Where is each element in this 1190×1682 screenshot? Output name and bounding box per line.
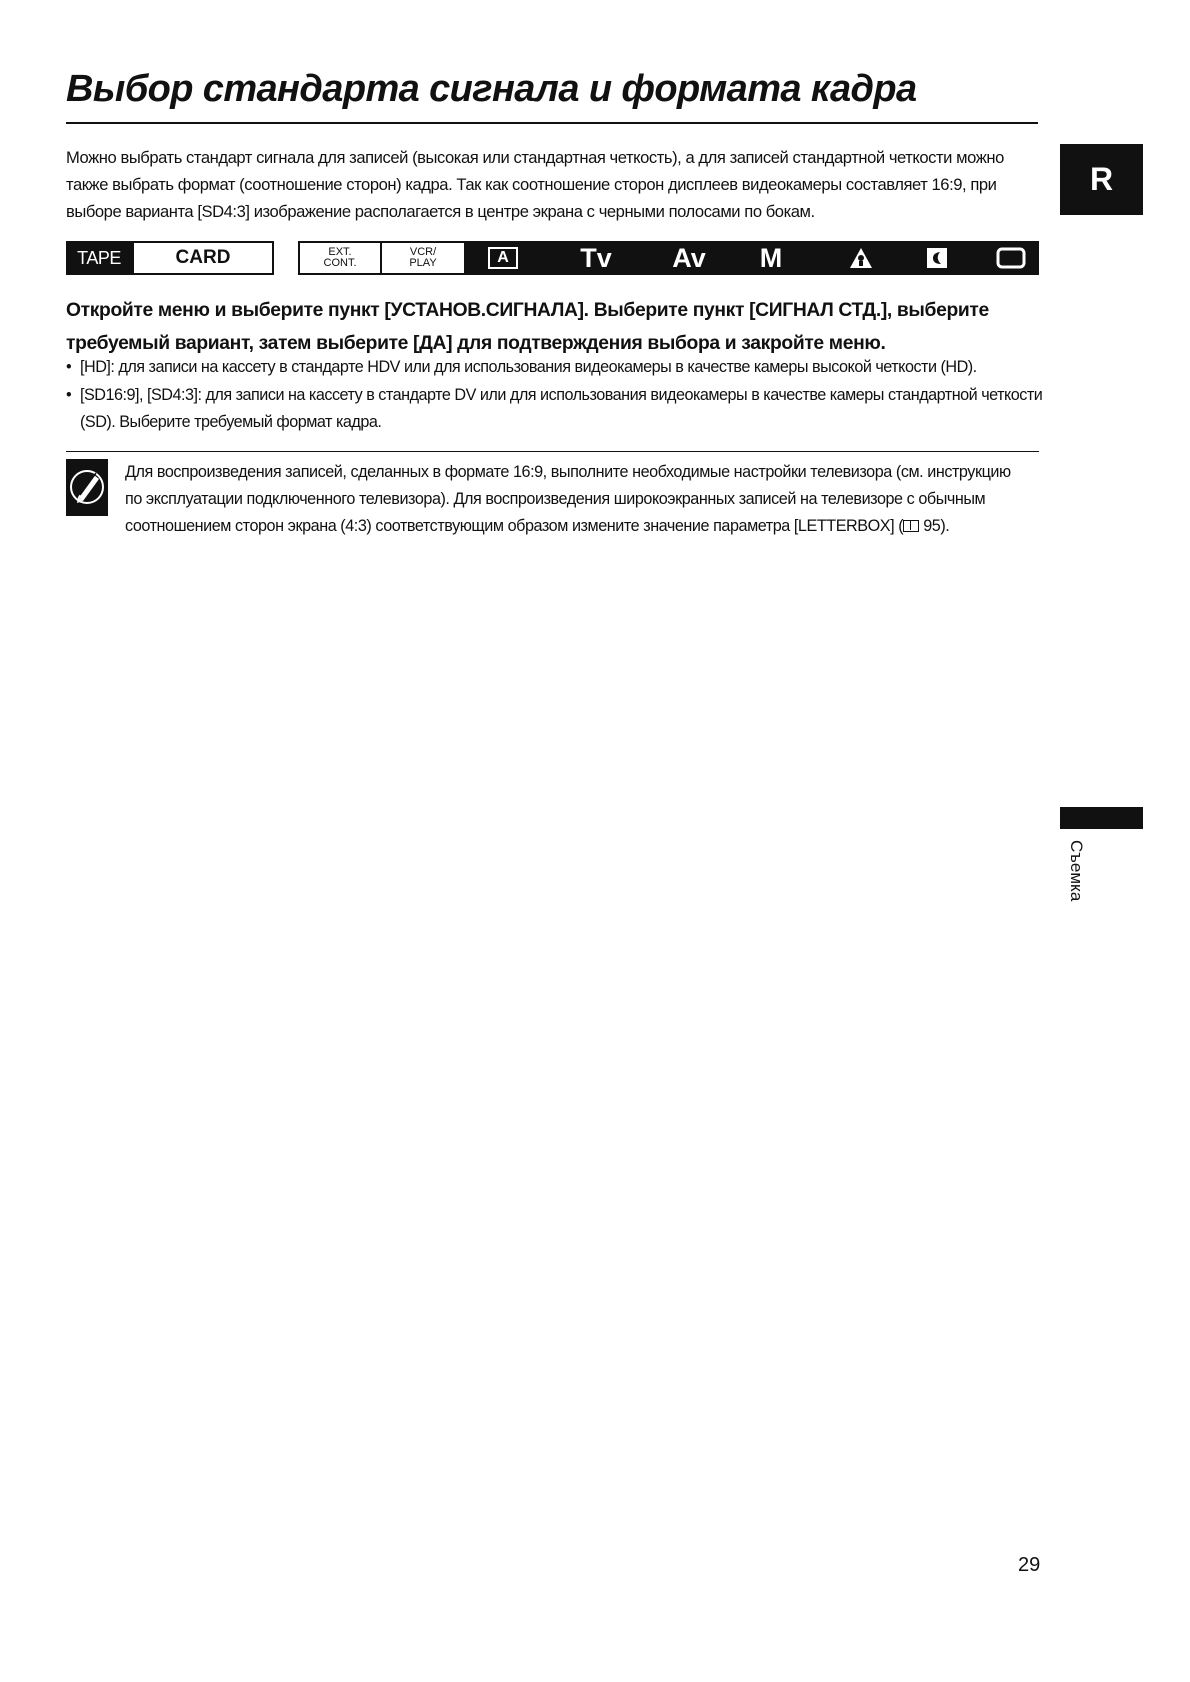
auto-mode-icon: A (488, 247, 518, 269)
av-mode: Av (672, 242, 706, 273)
card-mode-badge: CARD (132, 241, 274, 275)
tape-mode-badge: TAPE (66, 241, 132, 275)
title-rule (66, 122, 1038, 124)
bullet-text: [SD16:9], [SD4:3]: для записи на кассету в стандарте DV или для использования видеокамеры в качестве камеры стандартной четкости (SD). Выберите требуемый формат кадра. (80, 386, 1043, 431)
instruction-heading: Откройте меню и выберите пункт [УСТАНОВ.СИГНАЛА]. Выберите пункт [СИГНАЛ СТД.], выберите требуемый вариант, затем выберите [ДА] для подтверждения выбора и закройте меню. (66, 300, 989, 354)
side-tab-r: R (1060, 144, 1143, 215)
scene-mode-icon (986, 241, 1036, 275)
ext-cont-mode (298, 241, 382, 275)
portrait-mode-icon (838, 241, 884, 275)
vcr-line2: PLAY (409, 257, 437, 269)
bullet-marker: • (66, 358, 72, 376)
night-mode-icon (914, 241, 960, 275)
ext-line2: CONT. (323, 257, 357, 269)
note-end: ). (940, 517, 950, 535)
book-icon (903, 520, 919, 532)
note-text (125, 459, 1025, 540)
bullet-marker: • (66, 386, 72, 404)
program-mode-bar (466, 241, 1039, 275)
section-rule (66, 451, 1039, 452)
vcr-play-mode (382, 241, 466, 275)
section-label: Съемка (1067, 840, 1086, 902)
section-tab (1064, 840, 1092, 920)
page-number: 29 (1018, 1554, 1041, 1576)
tv-mode: Tv (580, 242, 612, 273)
list-item (66, 382, 1056, 436)
bullet-text: [HD]: для записи на кассету в стандарте HDV или для использования видеокамеры в качестве камеры высокой четкости (HD). (80, 358, 977, 376)
list-item (66, 354, 1056, 381)
vcr-line1: VCR/ (409, 246, 437, 258)
pencil-note-icon (66, 459, 108, 516)
page-title: Выбор стандарта сигнала и формата кадра (66, 68, 917, 110)
ext-line1: EXT. (328, 246, 352, 258)
section-tab-marker (1060, 807, 1143, 829)
intro-paragraph: Можно выбрать стандарт сигнала для записей (высокая или стандартная четкость), а для записей стандартной четкости можно также выбрать формат (соотношение сторон) кадра. Так как соотношение сторон дисплеев видеокамеры составляет 16:9, при выборе варианта [SD4:3] изображение располагается в центре экрана с черными полосами по бокам. (66, 148, 1004, 221)
note-body: Для воспроизведения записей, сделанных в формате 16:9, выполните необходимые настройки телевизора (см. инструкцию по эксплуатации подключенного телевизора). Для воспроизведения широкоэкранных записей на телевизоре с обычным соотношением сторон экрана (4:3) соответствующим образом измените значение параметра [LETTERBOX] ( (125, 463, 1011, 535)
auto-mode (478, 241, 528, 275)
note-page-ref: 95 (923, 517, 941, 535)
mode-strip (66, 241, 1039, 277)
manual-mode: M (759, 242, 783, 273)
